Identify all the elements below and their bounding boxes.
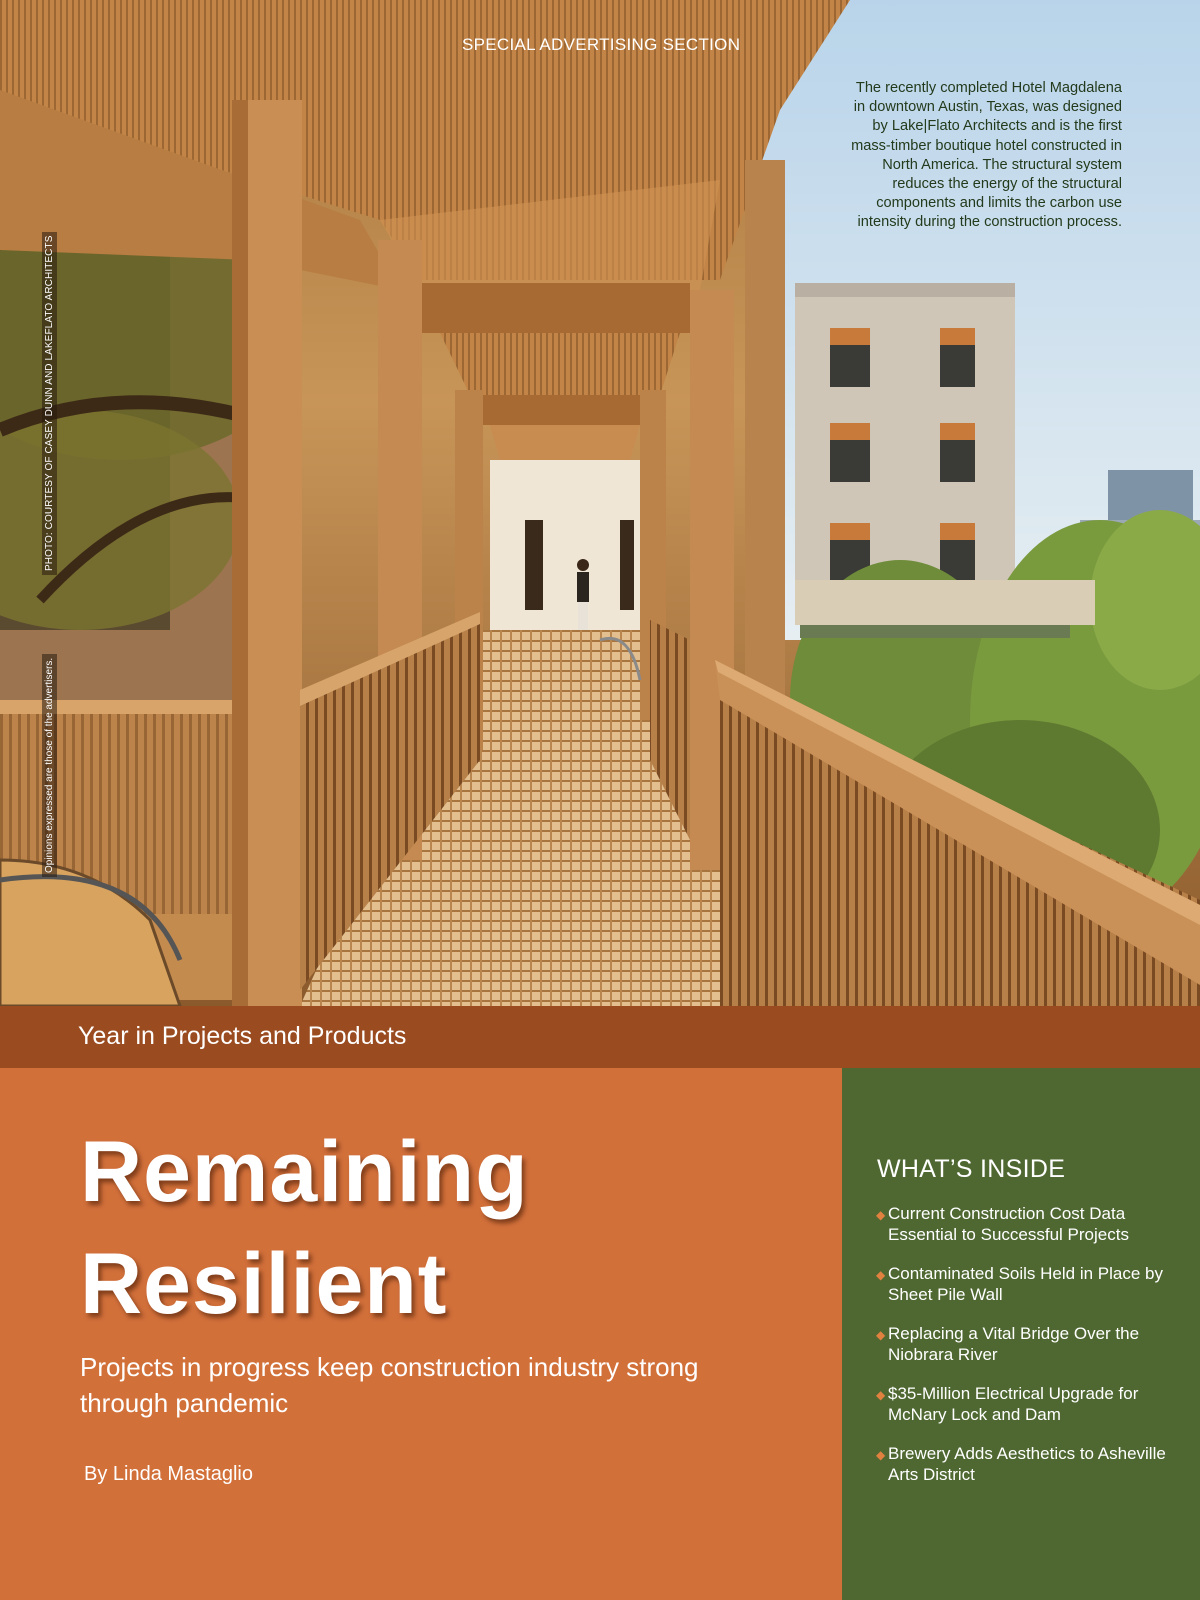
photo-caption: The recently completed Hotel Magdalena in downtown Austin, Texas, was designed by Lake|Flato Architects and is the first mass-timber boutique hotel constructed in North America. The structural system reduces the energy of the structural components and limits the carbon use intensity during the construction process. <box>851 80 1122 231</box>
diamond-bullet-icon: ◆ <box>876 1388 886 1402</box>
contents-list <box>876 1204 1176 1504</box>
headline <box>80 1116 529 1340</box>
diamond-bullet-icon: ◆ <box>876 1208 886 1222</box>
list-item: ◆ Replacing a Vital Bridge Over the Niobrara River <box>876 1324 1140 1364</box>
diamond-bullet-icon: ◆ <box>876 1268 886 1282</box>
subheadline: Projects in progress keep construction industry strong through pandemic <box>80 1352 699 1418</box>
headline-line-1: Remaining <box>80 1124 529 1220</box>
advertiser-disclaimer: Opinions expressed are those of the advertisers. <box>42 654 57 877</box>
band-title: Year in Projects and Products <box>78 1022 407 1050</box>
byline: By Linda Mastaglio <box>84 1463 253 1485</box>
sidebar-title: WHAT’S INSIDE <box>877 1155 1066 1183</box>
photo-credit: PHOTO: COURTESY OF CASEY DUNN AND LAKEFLATO ARCHITECTS <box>42 232 57 575</box>
list-item: ◆ Brewery Adds Aesthetics to Asheville Arts District <box>876 1444 1166 1484</box>
article-intro-panel <box>0 1068 842 1600</box>
list-item: ◆ Current Construction Cost Data Essential to Successful Projects <box>876 1204 1129 1244</box>
whats-inside-sidebar <box>842 1068 1200 1600</box>
headline-line-2: Resilient <box>80 1236 448 1332</box>
section-band <box>0 1006 1200 1068</box>
list-item: ◆ $35-Million Electrical Upgrade for McNary Lock and Dam <box>876 1384 1139 1424</box>
hero-photo: SPECIAL ADVERTISING SECTION The recently completed Hotel Magdalena in downtown Austin, Texas, was designed by Lake|Flato Architects and is the first mass-timber boutique hotel constructed in North America. The structural system reduces the energy of the structural components and limits the carbon use intensity during the construction process. PHOTO: COURTESY OF CASEY DUNN AND LAKEFLATO ARCHITECTS Opinions expressed are those of the advertisers. <box>0 0 1200 1006</box>
diamond-bullet-icon: ◆ <box>876 1328 886 1342</box>
diamond-bullet-icon: ◆ <box>876 1448 886 1462</box>
list-item: ◆ Contaminated Soils Held in Place by Sheet Pile Wall <box>876 1264 1163 1304</box>
